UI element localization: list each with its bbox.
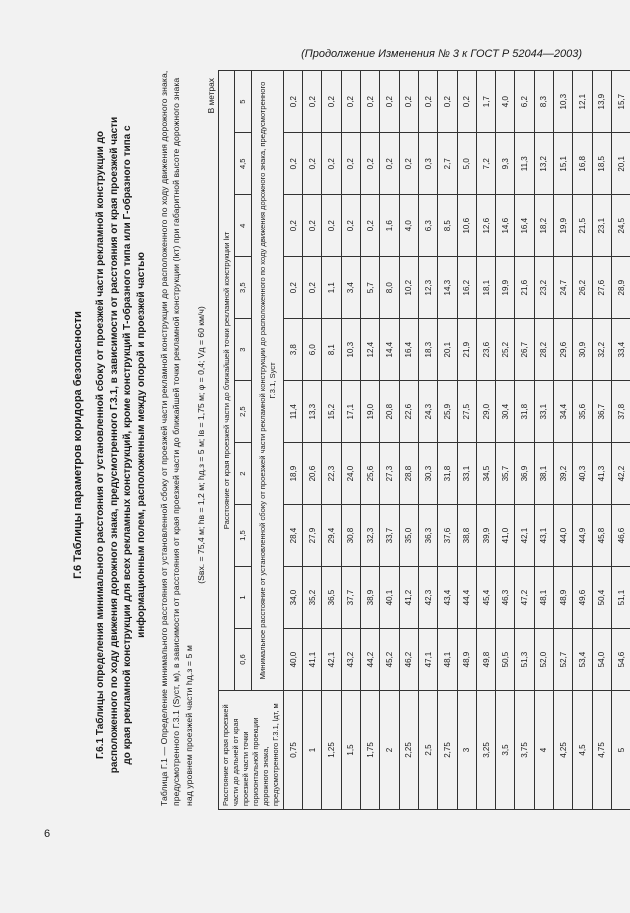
table-cell: 1,6: [380, 195, 399, 257]
table-row: [399, 71, 418, 810]
table-cell: 0,2: [283, 71, 302, 133]
table-row: [496, 71, 515, 810]
table-cell: 54,6: [611, 629, 630, 691]
table-cell: 43,2: [341, 629, 360, 691]
table-cell: 42,1: [515, 505, 534, 567]
row-label-cell: 4,25: [554, 691, 573, 810]
column-header: 4,5: [235, 133, 252, 195]
row-label-cell: 2,5: [418, 691, 437, 810]
row-label-cell: 2: [380, 691, 399, 810]
column-header: 1,5: [235, 505, 252, 567]
table-cell: 51,3: [515, 629, 534, 691]
table-row: [283, 71, 302, 810]
table-cell: 38,8: [457, 505, 476, 567]
table-cell: 4,0: [496, 71, 515, 133]
table-cell: 30,4: [496, 381, 515, 443]
table-cell: 0,2: [418, 71, 437, 133]
table-cell: 27,3: [380, 443, 399, 505]
table-cell: 50,5: [496, 629, 515, 691]
table-cell: 32,3: [361, 505, 380, 567]
table-cell: 0,2: [303, 257, 322, 319]
table-cell: 52,7: [554, 629, 573, 691]
table-cell: 0,2: [283, 257, 302, 319]
table-cell: 0,2: [322, 133, 341, 195]
table-row: [438, 71, 457, 810]
row-label-cell: 5: [611, 691, 630, 810]
table-cell: 33,4: [611, 319, 630, 381]
table-cell: 37,6: [438, 505, 457, 567]
table-cell: 0,2: [283, 133, 302, 195]
table-cell: 13,9: [592, 71, 611, 133]
table-cell: 16,4: [399, 319, 418, 381]
table-cell: 37,8: [611, 381, 630, 443]
column-header: 3,5: [235, 257, 252, 319]
table-cell: 32,2: [592, 319, 611, 381]
row-label-cell: 4: [534, 691, 553, 810]
table-cell: 22,6: [399, 381, 418, 443]
table-cell: 39,9: [476, 505, 495, 567]
table-cell: 28,2: [534, 319, 553, 381]
table-row: [322, 71, 341, 810]
table-cell: 38,9: [361, 567, 380, 629]
table-cell: 10,3: [554, 71, 573, 133]
table-cell: 0,2: [303, 71, 322, 133]
table-cell: 0,2: [341, 71, 360, 133]
table-cell: 27,9: [303, 505, 322, 567]
table-cell: 0,2: [361, 195, 380, 257]
table-cell: 0,2: [438, 71, 457, 133]
table-cell: 0,2: [341, 195, 360, 257]
table-cell: 4,0: [399, 195, 418, 257]
table-cell: 6,0: [303, 319, 322, 381]
table-row: [592, 71, 611, 810]
table-cell: 36,9: [515, 443, 534, 505]
table-cell: 18,3: [418, 319, 437, 381]
table-row: [418, 71, 437, 810]
table-cell: 18,5: [592, 133, 611, 195]
table-cell: 44,4: [457, 567, 476, 629]
table-cell: 28,4: [283, 505, 302, 567]
table-cell: 48,9: [554, 567, 573, 629]
table-cell: 16,2: [457, 257, 476, 319]
table-row: [341, 71, 360, 810]
table-row: [573, 71, 592, 810]
table-cell: 33,1: [534, 381, 553, 443]
table-cell: 41,1: [303, 629, 322, 691]
table-cell: 23,6: [476, 319, 495, 381]
table-cell: 0,3: [418, 133, 437, 195]
table-cell: 0,2: [457, 71, 476, 133]
table-cell: 18,9: [283, 443, 302, 505]
table-cell: 28,8: [399, 443, 418, 505]
group-header: Расстояние от края проезжей части до ближайшей точки рекламной конструкции lкт: [218, 71, 235, 691]
page-header: (Продолжение Изменения № 3 к ГОСТ Р 52044—2003): [301, 48, 582, 60]
row-label-cell: 4,5: [573, 691, 592, 810]
table-cell: 0,2: [399, 133, 418, 195]
table-cell: 38,1: [534, 443, 553, 505]
table-cell: 41,0: [496, 505, 515, 567]
table-cell: 0,2: [361, 133, 380, 195]
table-cell: 41,3: [592, 443, 611, 505]
row-label-cell: 1,75: [361, 691, 380, 810]
table-cell: 8,1: [322, 319, 341, 381]
table-cell: 21,5: [573, 195, 592, 257]
column-header: 4: [235, 195, 252, 257]
table-cell: 25,2: [496, 319, 515, 381]
table-cell: 21,9: [457, 319, 476, 381]
table-row: [361, 71, 380, 810]
table-cell: 10,6: [457, 195, 476, 257]
table-cell: 20,8: [380, 381, 399, 443]
table-cell: 13,3: [303, 381, 322, 443]
rotated-content: [72, 70, 626, 820]
column-header: 3: [235, 319, 252, 381]
table-cell: 0,2: [341, 133, 360, 195]
table-cell: 23,1: [592, 195, 611, 257]
table-cell: 14,3: [438, 257, 457, 319]
table-cell: 35,6: [573, 381, 592, 443]
table-cell: 41,2: [399, 567, 418, 629]
table-cell: 30,8: [341, 505, 360, 567]
table-cell: 24,0: [341, 443, 360, 505]
table-row: [457, 71, 476, 810]
table-row: [534, 71, 553, 810]
table-cell: 44,0: [554, 505, 573, 567]
table-cell: 12,3: [418, 257, 437, 319]
table-cell: 26,7: [515, 319, 534, 381]
table-cell: 2,7: [438, 133, 457, 195]
row-header: Расстояние от края проезжей части до дальней от края проезжей части точки горизонтальной проекции дорожного знака, предусмотренного Г.3.1, lдт, м: [218, 691, 283, 810]
table-cell: 42,3: [418, 567, 437, 629]
table-cell: 11,4: [283, 381, 302, 443]
table-cell: 22,3: [322, 443, 341, 505]
table-cell: 0,2: [399, 71, 418, 133]
table-cell: 14,4: [380, 319, 399, 381]
table-cell: 27,6: [592, 257, 611, 319]
sub-header: Минимальное расстояние от установленной сбоку от проезжей части рекламной конструкции до расположенного по ходу движения дорожного знака, предусмотренного Г.3.1, Sуст: [252, 71, 284, 691]
table-cell: 45,2: [380, 629, 399, 691]
table-cell: 39,2: [554, 443, 573, 505]
table-row: [380, 71, 399, 810]
section-title: Г.6 Таблицы параметров коридора безопасности: [72, 311, 84, 579]
table-row: [303, 71, 322, 810]
table-cell: 20,1: [611, 133, 630, 195]
table-cell: 48,1: [438, 629, 457, 691]
row-label-cell: 3: [457, 691, 476, 810]
table-cell: 15,1: [554, 133, 573, 195]
table-cell: 46,2: [399, 629, 418, 691]
row-label-cell: 1,25: [322, 691, 341, 810]
row-label-cell: 3,5: [496, 691, 515, 810]
table-cell: 5,0: [457, 133, 476, 195]
table-cell: 0,2: [380, 71, 399, 133]
table-cell: 0,2: [303, 133, 322, 195]
table-cell: 12,1: [573, 71, 592, 133]
table-cell: 19,9: [496, 257, 515, 319]
table-cell: 21,6: [515, 257, 534, 319]
table-cell: 48,9: [457, 629, 476, 691]
table-cell: 11,3: [515, 133, 534, 195]
table-cell: 26,2: [573, 257, 592, 319]
table-cell: 28,9: [611, 257, 630, 319]
table-cell: 33,7: [380, 505, 399, 567]
table-cell: 16,8: [573, 133, 592, 195]
table-cell: 29,4: [322, 505, 341, 567]
table-cell: 40,1: [380, 567, 399, 629]
table-cell: 31,8: [438, 443, 457, 505]
table-cell: 46,3: [496, 567, 515, 629]
table-cell: 16,4: [515, 195, 534, 257]
table-row: [515, 71, 534, 810]
row-label-cell: 1,5: [341, 691, 360, 810]
table-cell: 20,6: [303, 443, 322, 505]
table-cell: 5,7: [361, 257, 380, 319]
table-row: [554, 71, 573, 810]
table-cell: 30,9: [573, 319, 592, 381]
table-cell: 0,2: [283, 195, 302, 257]
table-cell: 50,4: [592, 567, 611, 629]
table-cell: 36,3: [418, 505, 437, 567]
table-cell: 6,3: [418, 195, 437, 257]
column-header: 5: [235, 71, 252, 133]
table-cell: 44,9: [573, 505, 592, 567]
table-cell: 36,7: [592, 381, 611, 443]
table-cell: 0,2: [303, 195, 322, 257]
table-cell: 18,1: [476, 257, 495, 319]
row-label-cell: 0,75: [283, 691, 302, 810]
row-label-cell: 3,75: [515, 691, 534, 810]
table-cell: 35,7: [496, 443, 515, 505]
table-cell: 37,7: [341, 567, 360, 629]
table-cell: 19,0: [361, 381, 380, 443]
table-cell: 10,3: [341, 319, 360, 381]
units-label: В метрах: [205, 78, 216, 114]
table-cell: 10,2: [399, 257, 418, 319]
table-cell: 45,4: [476, 567, 495, 629]
table-cell: 27,5: [457, 381, 476, 443]
table-cell: 29,0: [476, 381, 495, 443]
table-cell: 0,2: [380, 133, 399, 195]
table-row: [611, 71, 630, 810]
table-row: [476, 71, 495, 810]
table-cell: 0,2: [322, 71, 341, 133]
table-cell: 30,3: [418, 443, 437, 505]
table-caption-params: (Sвх. = 75,4 м; hв = 1,2 м; hд.з = 5 м; lв = 1,75 м; φ = 0,4; Vд = 60 км/ч): [195, 306, 206, 584]
column-header: 0,6: [235, 629, 252, 691]
table-cell: 8,3: [534, 71, 553, 133]
row-label-cell: 2,75: [438, 691, 457, 810]
row-label-cell: 3,25: [476, 691, 495, 810]
table-cell: 7,2: [476, 133, 495, 195]
table-cell: 49,8: [476, 629, 495, 691]
subsection-title: Г.6.1 Таблицы определения минимального расстояния от установленной сбоку от проезжей части рекламной конструкции до расположенного по ходу движения дорожного знака, предусмотренного Г.3.1, в зависимости от расстояния от края проезжей части до края рекламной конструкции для всех рекламных конструкций, кроме конструкций Т-образного типа или Г-образного типа с информационным полем, расположенным между опорой и проезжей частью: [95, 116, 147, 774]
table-cell: 17,1: [341, 381, 360, 443]
table-cell: 36,5: [322, 567, 341, 629]
table-cell: 51,1: [611, 567, 630, 629]
table-cell: 18,2: [534, 195, 553, 257]
column-header: 2: [235, 443, 252, 505]
table-caption: Таблица Г.1 — Определение минимального расстояния от установленной сбоку от проезжей части рекламной конструкции до расположенного по ходу движения дорожного знака, предусмотренного Г.3.1 (Sуст, м), в зависимости от расстояния от края проезжей части до ближайшей точки рекламной конструкции (lкт) при габаритной высоте дорожного знака над уровнем проезжей части hд.з = 5 м: [159, 70, 194, 806]
table-cell: 52,0: [534, 629, 553, 691]
table-cell: 53,4: [573, 629, 592, 691]
table-cell: 25,9: [438, 381, 457, 443]
table-cell: 46,6: [611, 505, 630, 567]
table-cell: 19,9: [554, 195, 573, 257]
table-cell: 40,3: [573, 443, 592, 505]
table-cell: 8,0: [380, 257, 399, 319]
table-cell: 12,4: [361, 319, 380, 381]
row-label-cell: 2,25: [399, 691, 418, 810]
table-cell: 3,4: [341, 257, 360, 319]
table-cell: 23,2: [534, 257, 553, 319]
table-cell: 25,6: [361, 443, 380, 505]
table-cell: 34,4: [554, 381, 573, 443]
table-cell: 24,3: [418, 381, 437, 443]
table-cell: 42,1: [322, 629, 341, 691]
table-cell: 9,3: [496, 133, 515, 195]
column-header: 2,5: [235, 381, 252, 443]
table-cell: 43,1: [534, 505, 553, 567]
table-cell: 35,0: [399, 505, 418, 567]
table-cell: 31,8: [515, 381, 534, 443]
data-table: [218, 70, 630, 810]
table-cell: 45,8: [592, 505, 611, 567]
table-cell: 49,6: [573, 567, 592, 629]
table-cell: 1,1: [322, 257, 341, 319]
row-label-cell: 4,75: [592, 691, 611, 810]
table-cell: 47,1: [418, 629, 437, 691]
table-cell: 0,2: [322, 195, 341, 257]
table-cell: 35,2: [303, 567, 322, 629]
table-cell: 42,2: [611, 443, 630, 505]
table-cell: 47,2: [515, 567, 534, 629]
table-cell: 1,7: [476, 71, 495, 133]
table-cell: 24,7: [554, 257, 573, 319]
page-number: 6: [44, 828, 51, 840]
table-cell: 14,6: [496, 195, 515, 257]
table-cell: 15,7: [611, 71, 630, 133]
table-cell: 15,2: [322, 381, 341, 443]
table-cell: 40,0: [283, 629, 302, 691]
row-label-cell: 1: [303, 691, 322, 810]
table-cell: 34,5: [476, 443, 495, 505]
table-cell: 3,8: [283, 319, 302, 381]
table-cell: 54,0: [592, 629, 611, 691]
table-cell: 20,1: [438, 319, 457, 381]
table-cell: 48,1: [534, 567, 553, 629]
table-cell: 34,0: [283, 567, 302, 629]
table-cell: 12,6: [476, 195, 495, 257]
column-header: 1: [235, 567, 252, 629]
table-cell: 44,2: [361, 629, 380, 691]
table-cell: 6,2: [515, 71, 534, 133]
table-cell: 33,1: [457, 443, 476, 505]
table-cell: 29,6: [554, 319, 573, 381]
table-cell: 0,2: [361, 71, 380, 133]
table-cell: 13,2: [534, 133, 553, 195]
table-cell: 43,4: [438, 567, 457, 629]
table-cell: 24,5: [611, 195, 630, 257]
table-cell: 8,5: [438, 195, 457, 257]
